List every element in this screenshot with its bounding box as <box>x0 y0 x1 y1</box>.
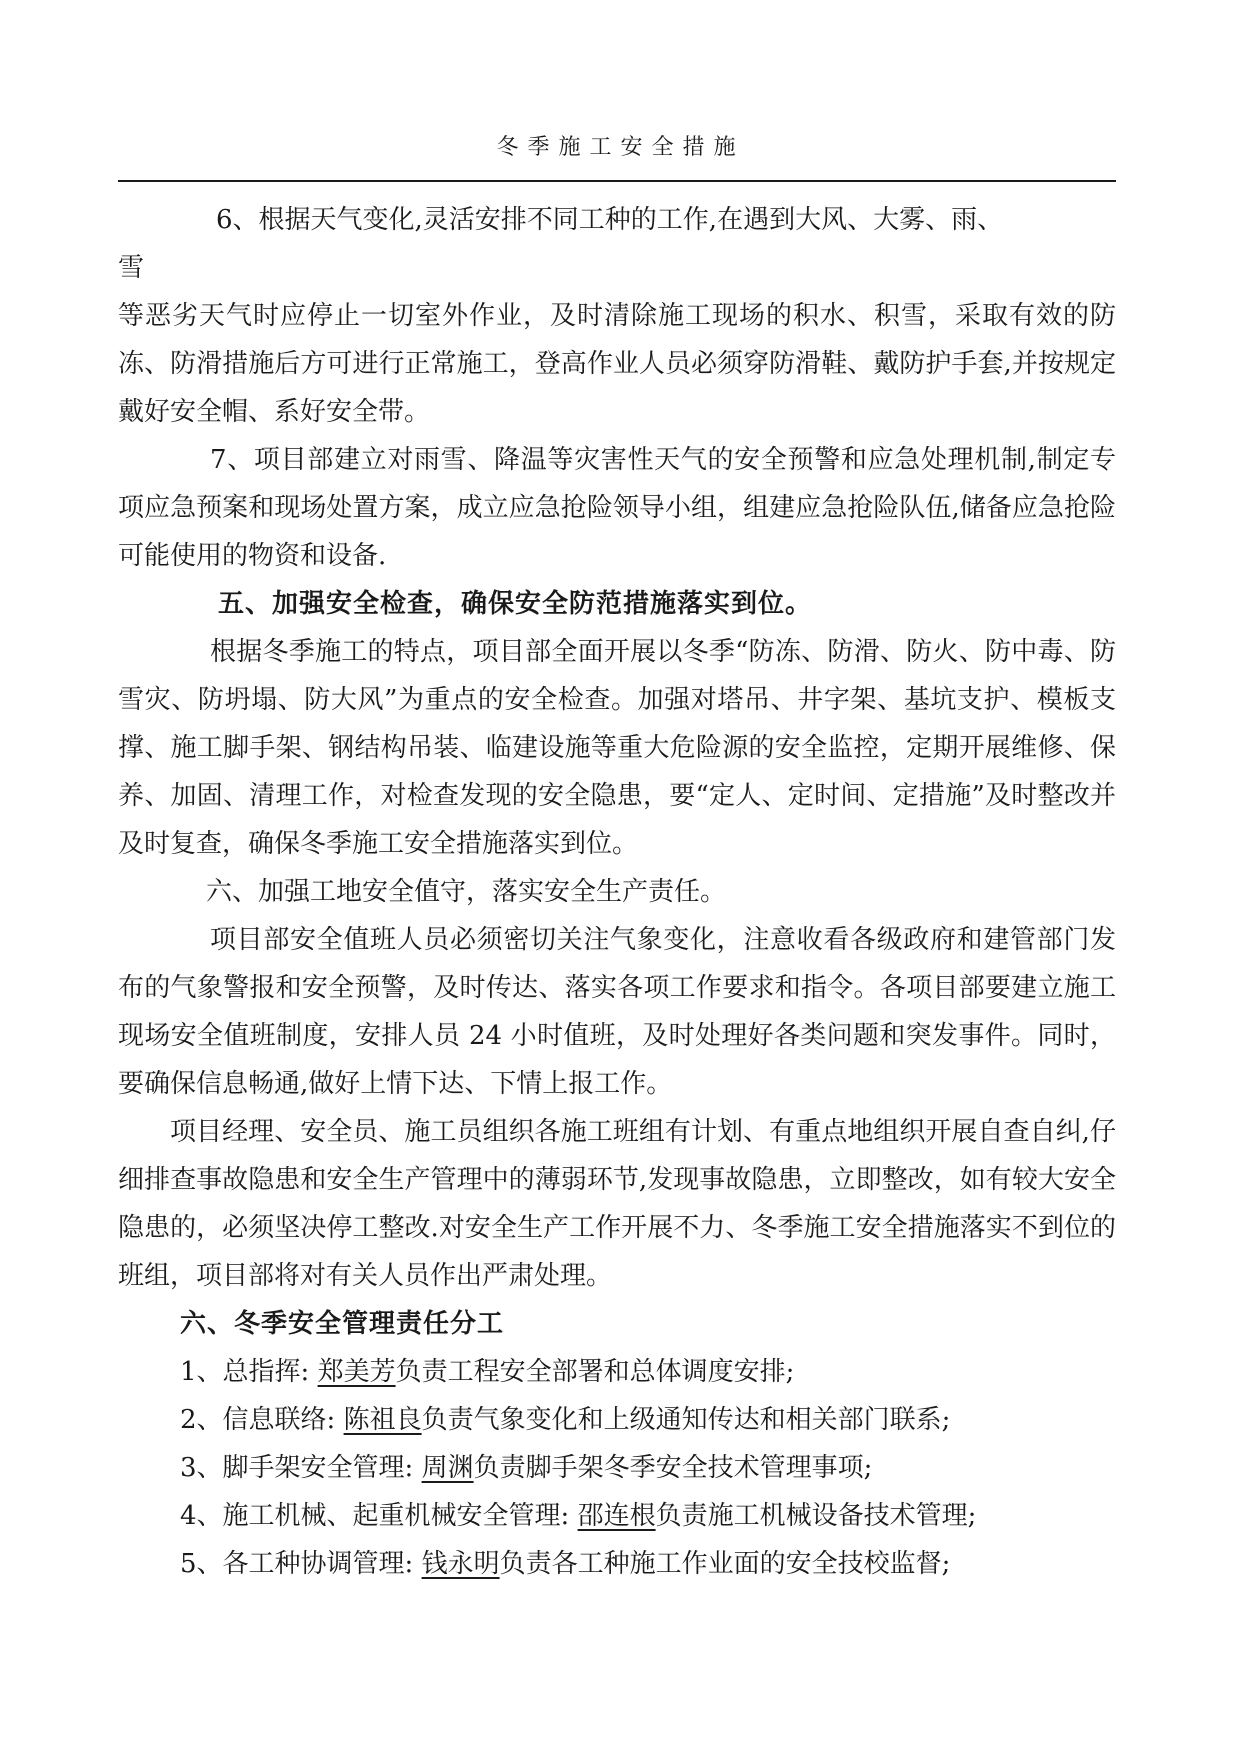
responsibility-item <box>118 1444 1116 1492</box>
section-6-body: 项目部安全值班人员必须密切关注气象变化，注意收看各级政府和建管部门发布的气象警报和安全预警，及时传达、落实各项工作要求和指令。各项目部要建立施工现场安全值班制度，安排人员 24 小时值班，及时处理好各类问题和突发事件。同时，要确保信息畅通,做好上情下达、下情上报工作。 <box>118 925 1116 1099</box>
responsible-person: 周渊 <box>421 1453 474 1483</box>
responsibility-duty: 负责脚手架冬季安全技术管理事项; <box>473 1453 873 1483</box>
paragraph-7: 7、项目部建立对雨雪、降温等灾害性天气的安全预警和应急处理机制,制定专项应急预案和现场处置方案，成立应急抢险领导小组，组建应急抢险队伍,储备应急抢险可能使用的物资和设备. <box>118 445 1116 571</box>
responsibility-role: 3、脚手架安全管理: <box>180 1453 422 1483</box>
responsibility-role: 2、信息联络: <box>180 1405 344 1435</box>
responsible-person: 郑美芳 <box>317 1357 396 1387</box>
responsible-person: 钱永明 <box>421 1549 500 1579</box>
responsibility-role: 1、总指挥: <box>180 1357 318 1387</box>
responsibility-heading: 六、冬季安全管理责任分工 <box>180 1309 505 1339</box>
responsible-person: 邵连根 <box>577 1501 656 1531</box>
responsibility-item <box>118 1348 1116 1396</box>
responsibility-item <box>118 1540 1116 1588</box>
page-header-title: 冬季施工安全措施 <box>496 135 745 160</box>
section-5-body: 根据冬季施工的特点，项目部全面开展以冬季“防冻、防滑、防火、防中毒、防雪灾、防坍塌、防大风”为重点的安全检查。加强对塔吊、井字架、基坑支护、模板支撑、施工脚手架、钢结构吊装、临建设施等重大危险源的安全监控，定期开展维修、保养、加固、清理工作，对检查发现的安全隐患，要“定人、定时间、定措施”及时整改并及时复查，确保冬季施工安全措施落实到位。 <box>118 637 1116 859</box>
responsibility-duty: 负责工程安全部署和总体调度安排; <box>395 1357 795 1387</box>
responsible-person: 陈祖良 <box>343 1405 422 1435</box>
paragraph-6-body: 等恶劣天气时应停止一切室外作业，及时清除施工现场的积水、积雪，采取有效的防冻、防滑措施后方可进行正常施工，登高作业人员必须穿防滑鞋、戴防护手套,并按规定戴好安全帽、系好安全带。 <box>118 301 1116 427</box>
responsibility-item <box>118 1492 1116 1540</box>
document-body <box>118 196 1116 1588</box>
section-6-heading: 六、加强工地安全值守，落实安全生产责任。 <box>206 877 727 907</box>
responsibility-role: 5、各工种协调管理: <box>180 1549 422 1579</box>
responsibility-item <box>118 1396 1116 1444</box>
responsibility-duty: 负责各工种施工作业面的安全技校监督; <box>499 1549 951 1579</box>
section-6-body-2: 项目经理、安全员、施工员组织各施工班组有计划、有重点地组织开展自查自纠,仔细排查事故隐患和安全生产管理中的薄弱环节,发现事故隐患，立即整改，如有较大安全隐患的，必须坚决停工整改.对安全生产工作开展不力、冬季施工安全措施落实不到位的班组，项目部将对有关人员作出严肃处理。 <box>118 1117 1116 1291</box>
responsibility-role: 4、施工机械、起重机械安全管理: <box>180 1501 578 1531</box>
paragraph-6-line-2: 雪 <box>118 253 145 283</box>
responsibility-duty: 负责气象变化和上级通知传达和相关部门联系; <box>421 1405 951 1435</box>
responsibility-duty: 负责施工机械设备技术管理; <box>655 1501 977 1531</box>
header-divider <box>118 180 1116 182</box>
section-5-heading: 五、加强安全检查，确保安全防范措施落实到位。 <box>218 589 813 619</box>
paragraph-6-line-1: 6、根据天气变化,灵活安排不同工种的工作,在遇到大风、大雾、雨、 <box>216 205 1004 235</box>
